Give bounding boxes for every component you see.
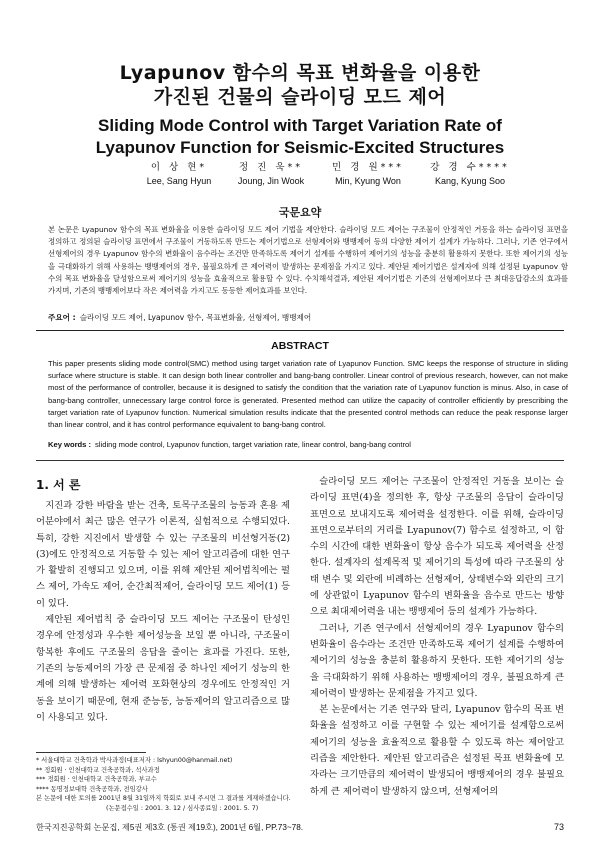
korean-keywords [48, 312, 568, 323]
intro-paragraph-3: 슬라이딩 모드 제어는 구조물이 안정적인 거동을 보이는 슬라이딩 표면(4)을 정의한 후, 항상 구조물의 응답이 슬라이딩 표면으로 보내지도록 제어력을 설정한다. 이를 위해, 슬라이딩 표면으로부터의 거리를 Lyapunov(7) 함수로 설정하고, 이 함수의 시간에 대한 변화율이 항상 음수가 되도록 제어력을 산정한다. 설계자의 설계목적 및 제어기의 특성에 따라 구조물의 상태 변수 및 외란에 비례하는 선형제어, 상태변수와 외란의 크기에 상관없이 Lyapunov 함수의 변화율을 음수로 만드는 방향으로 최대제어력을 내는 뱅뱅제어 등의 설계가 가능하다. [310, 476, 564, 618]
abstract-heading: ABSTRACT [271, 340, 329, 352]
abstract-text: This paper presents sliding mode control(SMC) method using target variation rate of Lyapunov Function. SMC keeps the response of structure in sliding surface where structure is stable. It can design both linear controller and bang-bang controller. Linear control of previous research, however, can not make most of the performance of controller, because it is designed to satisfy the condition that the variation rate of Lyapunov function is minus. Also, in case of bang-bang controller, unnecessary large control force is generated. Presented method can utilize the capacity of controller efficiently by prescribing the target variation rate of Lyapunov function. Numerical simulation results indicate that the presented control methods can reduce the peak response larger than linear control, and it has control performance equivalent to bang-bang control. [48, 359, 568, 430]
intro-paragraph-2: 제안된 제어법칙 중 슬라이딩 모드 제어는 구조물이 탄성인 경우에 안정성과 우수한 제어성능을 보일 뿐 아니라, 구조물이 항복한 후에도 구조물의 응답을 줄이는 효과를 가진다. 또한, 기존의 능동제어의 가장 큰 문제점 중 하나인 제어기 성능의 한계에 의해 발생하는 제어력 포화현상의 경우에도 안정적인 거동을 보이기 때문에, 현재 준능동, 능동제어의 알고리즘으로 많이 사용되고 있다. [36, 614, 290, 723]
abstract-divider-bottom [36, 460, 564, 461]
left-column [36, 498, 290, 726]
author-1-name-en: Lee, Sang Hyun [146, 176, 212, 186]
author-3 [313, 159, 423, 186]
english-title-line-1: Sliding Mode Control with Target Variation Rate of [98, 116, 502, 135]
author-4-name-ko: 강 경 수**** [430, 162, 510, 173]
footnote-2: ** 정회원 · 인천대학교 건축공학과, 석사과정 [36, 766, 160, 774]
english-keywords [48, 440, 568, 449]
author-3-name-en: Min, Kyung Won [335, 176, 401, 186]
footnote-3: *** 정회원 · 인천대학교 건축공학과, 부교수 [36, 776, 157, 784]
intro-paragraph-5: 본 논문에서는 기존 연구와 달리, Lyapunov 함수의 목표 변화율을 설정하고 이를 구현할 수 있는 제어기를 설계함으로써 제어기의 성능을 효율적으로 활용할 수 있도록 하는 제어알고리즘을 제안한다. 제안된 알고리즘은 설정된 목표 변화율에 모자라는 크기만큼의 제어력이 발생되어 뱅뱅제어의 경우 불필요하게 큰 제어력이 발생하지 않으며, 선형제어의 [310, 704, 564, 797]
korean-title-line-2: 가진된 건물의 슬라이딩 모드 제어 [153, 86, 447, 108]
journal-footer: 한국지진공학회 논문집, 제5권 제3호 (통권 제19호), 2001년 6월, PP.73~78. [36, 823, 304, 832]
author-1-name-ko: 이 상 현* [150, 162, 208, 173]
korean-title-line-1: Lyapunov 함수의 목표 변화율을 이용한 [119, 62, 481, 84]
right-column [310, 474, 564, 800]
korean-keywords-label: 주요어 : [48, 313, 76, 322]
section-heading-introduction: 1. 서 론 [36, 478, 81, 492]
author-4 [415, 159, 525, 186]
footnote-4: **** 동명정보대학 건축공학과, 전임강사 [36, 785, 148, 793]
intro-paragraph-1: 지진과 강한 바람을 받는 건축, 토목구조물의 능동과 혼용 제어분야에서 최근 많은 연구가 이론적, 실험적으로 수행되었다. 특히, 강한 지진에서 발생할 수 있는 구조물의 비선형거동(2)(3)에도 안정적으로 거동할 수 있는 제어 알고리즘에 대한 연구가 활발히 진행되고 있으며, 이를 위해 제안된 제어법칙에는 펄스 제어, 가속도 제어, 순간최적제어, 슬라이딩 모드 제어(1) 등이 있다. [36, 500, 290, 609]
author-3-name-ko: 민 경 원*** [332, 162, 404, 173]
author-2 [216, 159, 326, 186]
author-2-name-ko: 정 진 욱** [238, 162, 304, 173]
footnote-divider [36, 752, 146, 753]
author-4-name-en: Kang, Kyung Soo [434, 176, 506, 186]
footnote-5: 본 논문에 대한 토의를 2001년 8월 31일까지 학회로 보내 주시면 그 결과를 게재하겠습니다. [36, 795, 291, 803]
footnotes [36, 756, 298, 814]
korean-keywords-text: 슬라이딩 모드 제어, Lyapunov 함수, 목표변화율, 선형제어, 뱅뱅제어 [79, 313, 312, 322]
footnote-1: * 서울대학교 건축학과 박사과정(대표저자 : lshyun00@hanmail.net) [36, 757, 233, 764]
intro-paragraph-4: 그러나, 기존 연구에서 선형제어의 경우 Lyapunov 함수의 변화율이 음수라는 조건만 만족하도록 제어기 설계를 수행하여 제어기의 성능을 충분히 활용하지 못한다. 또한 제어기의 성능을 극대화하기 위해 사용하는 뱅뱅제어의 경우, 불필요하게 큰 제어력이 발생하는 문제점을 가지고 있다. [310, 622, 564, 699]
korean-abstract-text: 본 논문은 Lyapunov 함수의 목표 변화율을 이용한 슬라이딩 모드 제어 기법을 제안한다. 슬라이딩 모드 제어는 구조물이 안정적인 거동을 하는 슬라이딩 표면을 정의하고 정의된 슬라이딩 표면에서 구조물이 거동하도록 만드는 제어기법으로 선형제어와 뱅뱅제어 등의 다양한 제어기 설계가 가능하다. 그러나, 기존 연구에서 선형제어의 경우 Lyapunov 함수의 변화율이 음수라는 조건만 만족하도록 제어기 설계를 수행하여 제어기의 성능을 충분히 활용하지 못한다. 또한 제어기의 성능을 극대화하기 위해 사용하는 뱅뱅제어의 경우, 불필요하게 큰 제어력이 발생하는 문제점을 가지고 있다. 제안된 제어기법은 설계자에 의해 설정된 Lyapunov 함수의 목표 변화율을 달성함으로써 제어기의 성능을 효율적으로 활용할 수 있다. 수치해석결과, 제안된 제어기법은 기존의 선형제어보다 큰 최대응답감소의 효과를 가지며, 기존의 뱅뱅제어보다 작은 제어력을 가지고도 동등한 제어효과를 보인다. [48, 225, 568, 296]
page-number: 73 [553, 822, 564, 832]
english-keywords-label: Key words : [48, 440, 92, 449]
abstract-divider-top [36, 330, 564, 331]
author-2-name-en: Joung, Jin Wook [237, 176, 305, 186]
english-title-line-2: Lyapunov Function for Seismic-Excited Structures [95, 138, 505, 157]
english-keywords-text: sliding mode control, Lyapunov function, target variation rate, linear control, bang-bang control [95, 440, 411, 449]
korean-abstract-heading: 국문요약 [278, 206, 322, 219]
footnote-6: (논문접수일 : 2001. 3. 12 / 심사종료일 : 2001. 5. 7) [106, 804, 259, 812]
